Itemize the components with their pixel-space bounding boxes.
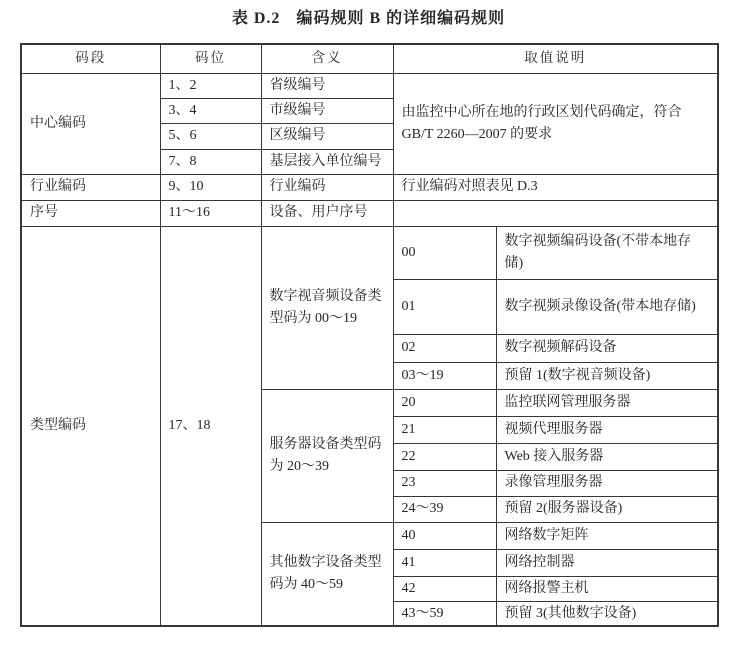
position-cell: 7、8 [160,149,261,174]
table-caption-number: 表 D.2 [231,10,281,27]
type-code-cell: 02 [393,334,496,362]
type-group-meaning: 服务器设备类型码为 20～39 [261,389,393,522]
type-desc-cell: 预留 3(其他数字设备) [496,601,718,626]
header-segment: 码段 [21,44,160,73]
position-cell: 1、2 [160,73,261,98]
type-desc-cell: 数字视频解码设备 [496,334,718,362]
position-cell: 5、6 [160,123,261,149]
type-code-cell: 43～59 [393,601,496,626]
table-row [21,73,718,98]
industry-note-cell: 行业编码对照表见 D.3 [393,174,718,200]
position-cell: 11～16 [160,200,261,226]
meaning-cell: 区级编号 [261,123,393,149]
meaning-cell: 设备、用户序号 [261,200,393,226]
header-position: 码位 [160,44,261,73]
table-caption [20,8,717,30]
type-code-cell: 42 [393,576,496,601]
type-code-cell: 23 [393,470,496,496]
type-desc-cell: 预留 2(服务器设备) [496,496,718,522]
type-desc-cell: Web 接入服务器 [496,443,718,470]
type-desc-cell: 网络报警主机 [496,576,718,601]
type-desc-cell: 视频代理服务器 [496,416,718,443]
meaning-cell: 省级编号 [261,73,393,98]
position-cell: 3、4 [160,98,261,123]
table-row [21,200,718,226]
type-desc-cell: 预留 1(数字视音频设备) [496,362,718,389]
header-description: 取值说明 [393,44,718,73]
type-code-cell: 41 [393,549,496,576]
center-note-cell: 由监控中心所在地的行政区划代码确定，符合 GB/T 2260—2007 的要求 [393,73,718,174]
meaning-cell: 行业编码 [261,174,393,200]
segment-serial-label: 序号 [21,200,160,226]
table-caption-title: 编码规则 B 的详细编码规则 [296,10,506,27]
header-meaning: 含义 [261,44,393,73]
type-group-meaning: 数字视音频设备类型码为 00～19 [261,226,393,389]
type-desc-cell: 网络控制器 [496,549,718,576]
type-code-cell: 24～39 [393,496,496,522]
meaning-cell: 市级编号 [261,98,393,123]
segment-type-label: 类型编码 [21,226,160,626]
position-cell: 9、10 [160,174,261,200]
type-code-cell: 40 [393,522,496,549]
type-code-cell: 20 [393,389,496,416]
segment-industry-label: 行业编码 [21,174,160,200]
table-header-row [21,44,718,73]
type-desc-cell: 数字视频编码设备(不带本地存储) [496,226,718,279]
type-code-cell: 03～19 [393,362,496,389]
type-code-cell: 21 [393,416,496,443]
coding-rule-table [20,43,719,627]
type-position-cell: 17、18 [160,226,261,626]
type-desc-cell: 监控联网管理服务器 [496,389,718,416]
type-code-cell: 22 [393,443,496,470]
type-desc-cell: 数字视频录像设备(带本地存储) [496,279,718,334]
segment-center-label: 中心编码 [21,73,160,174]
type-desc-cell: 网络数字矩阵 [496,522,718,549]
type-desc-cell: 录像管理服务器 [496,470,718,496]
table-row [21,226,718,279]
type-group-meaning: 其他数字设备类型码为 40～59 [261,522,393,626]
table-row [21,174,718,200]
type-code-cell: 01 [393,279,496,334]
type-code-cell: 00 [393,226,496,279]
meaning-cell: 基层接入单位编号 [261,149,393,174]
serial-note-cell [393,200,718,226]
